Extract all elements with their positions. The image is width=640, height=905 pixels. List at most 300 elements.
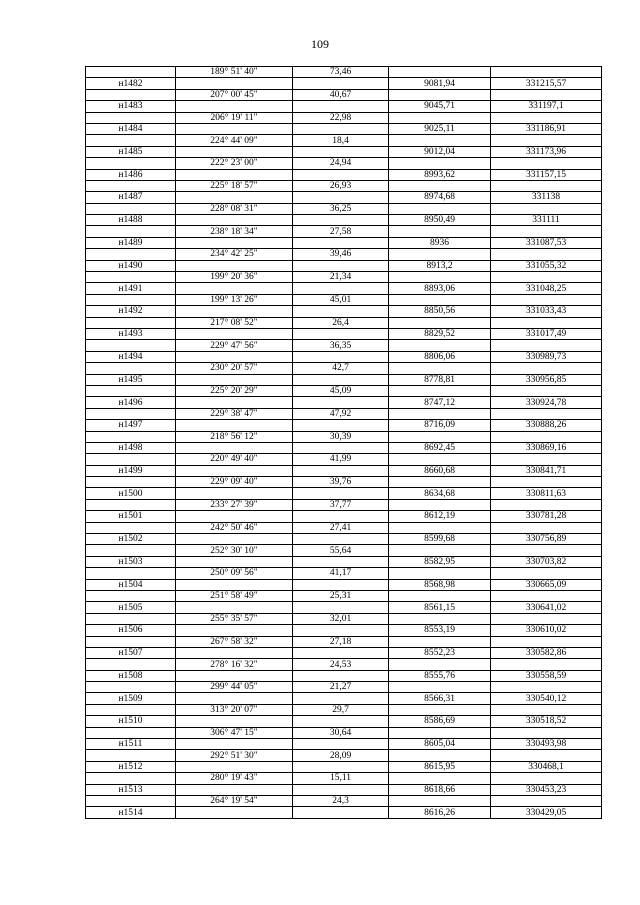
distance-cell — [293, 101, 389, 112]
x-coordinate-cell — [389, 112, 491, 123]
distance-cell — [293, 123, 389, 134]
angle-cell: 313° 20' 07" — [176, 704, 293, 715]
distance-cell — [293, 647, 389, 658]
x-coordinate-cell: 8561,15 — [389, 602, 491, 613]
x-coordinate-cell — [389, 750, 491, 761]
distance-cell — [293, 602, 389, 613]
point-row — [86, 511, 602, 522]
distance-cell: 36,35 — [293, 340, 389, 351]
segment-row — [86, 704, 602, 715]
x-coordinate-cell — [389, 67, 491, 78]
y-coordinate-cell — [491, 340, 602, 351]
angle-cell — [176, 488, 293, 499]
segment-row — [86, 112, 602, 123]
y-coordinate-cell — [491, 568, 602, 579]
segment-row — [86, 272, 602, 283]
y-coordinate-cell: 330841,71 — [491, 465, 602, 476]
distance-cell: 26,93 — [293, 180, 389, 191]
distance-cell: 41,17 — [293, 568, 389, 579]
y-coordinate-cell — [491, 590, 602, 601]
y-coordinate-cell — [491, 89, 602, 100]
x-coordinate-cell: 8806,06 — [389, 351, 491, 362]
angle-cell — [176, 78, 293, 89]
x-coordinate-cell — [389, 545, 491, 556]
distance-cell: 42,7 — [293, 363, 389, 374]
angle-cell — [176, 534, 293, 545]
x-coordinate-cell — [389, 477, 491, 488]
point-cell: н1499 — [86, 465, 176, 476]
angle-cell: 251° 58' 49" — [176, 590, 293, 601]
point-cell — [86, 408, 176, 419]
point-cell: н1514 — [86, 807, 176, 818]
segment-row — [86, 363, 602, 374]
x-coordinate-cell — [389, 272, 491, 283]
point-row — [86, 579, 602, 590]
x-coordinate-cell: 8716,09 — [389, 420, 491, 431]
y-coordinate-cell — [491, 659, 602, 670]
distance-cell: 39,46 — [293, 249, 389, 260]
segment-row — [86, 659, 602, 670]
angle-cell — [176, 716, 293, 727]
y-coordinate-cell: 331033,43 — [491, 306, 602, 317]
angle-cell: 252° 30' 10" — [176, 545, 293, 556]
x-coordinate-cell: 8850,56 — [389, 306, 491, 317]
point-cell — [86, 203, 176, 214]
point-cell: н1500 — [86, 488, 176, 499]
angle-cell — [176, 739, 293, 750]
angle-cell: 242° 50' 46" — [176, 522, 293, 533]
point-cell — [86, 135, 176, 146]
point-cell: н1511 — [86, 739, 176, 750]
point-cell — [86, 385, 176, 396]
point-cell — [86, 340, 176, 351]
point-cell — [86, 249, 176, 260]
point-cell: н1496 — [86, 397, 176, 408]
y-coordinate-cell: 331087,53 — [491, 237, 602, 248]
y-coordinate-cell: 330453,23 — [491, 784, 602, 795]
point-cell — [86, 317, 176, 328]
angle-cell: 299° 44' 05" — [176, 682, 293, 693]
y-coordinate-cell: 330558,59 — [491, 670, 602, 681]
segment-row — [86, 431, 602, 442]
distance-cell — [293, 78, 389, 89]
x-coordinate-cell — [389, 727, 491, 738]
y-coordinate-cell — [491, 180, 602, 191]
y-coordinate-cell — [491, 773, 602, 784]
point-cell — [86, 454, 176, 465]
y-coordinate-cell: 330493,98 — [491, 739, 602, 750]
point-row — [86, 784, 602, 795]
point-cell: н1497 — [86, 420, 176, 431]
angle-cell: 228° 08' 31" — [176, 203, 293, 214]
distance-cell — [293, 465, 389, 476]
angle-cell — [176, 123, 293, 134]
x-coordinate-cell — [389, 408, 491, 419]
distance-cell: 21,27 — [293, 682, 389, 693]
distance-cell: 37,77 — [293, 499, 389, 510]
y-coordinate-cell — [491, 613, 602, 624]
x-coordinate-cell — [389, 249, 491, 260]
y-coordinate-cell: 331186,91 — [491, 123, 602, 134]
point-cell: н1492 — [86, 306, 176, 317]
angle-cell: 280° 19' 43" — [176, 773, 293, 784]
y-coordinate-cell — [491, 272, 602, 283]
point-cell — [86, 272, 176, 283]
x-coordinate-cell: 8615,95 — [389, 761, 491, 772]
y-coordinate-cell — [491, 158, 602, 169]
angle-cell — [176, 306, 293, 317]
y-coordinate-cell — [491, 682, 602, 693]
x-coordinate-cell — [389, 180, 491, 191]
point-row — [86, 146, 602, 157]
segment-row — [86, 613, 602, 624]
y-coordinate-cell — [491, 454, 602, 465]
distance-cell — [293, 420, 389, 431]
segment-row — [86, 67, 602, 78]
point-row — [86, 260, 602, 271]
distance-cell: 21,34 — [293, 272, 389, 283]
distance-cell — [293, 351, 389, 362]
point-cell: н1506 — [86, 625, 176, 636]
x-coordinate-cell — [389, 773, 491, 784]
point-row — [86, 625, 602, 636]
x-coordinate-cell — [389, 613, 491, 624]
angle-cell — [176, 807, 293, 818]
distance-cell: 39,76 — [293, 477, 389, 488]
y-coordinate-cell: 330468,1 — [491, 761, 602, 772]
angle-cell: 234° 42' 25" — [176, 249, 293, 260]
distance-cell: 24,94 — [293, 158, 389, 169]
y-coordinate-cell: 331055,32 — [491, 260, 602, 271]
distance-cell — [293, 556, 389, 567]
point-cell: н1488 — [86, 215, 176, 226]
x-coordinate-cell: 8747,12 — [389, 397, 491, 408]
point-row — [86, 602, 602, 613]
point-cell — [86, 613, 176, 624]
y-coordinate-cell: 330956,85 — [491, 374, 602, 385]
point-row — [86, 351, 602, 362]
point-cell — [86, 796, 176, 807]
distance-cell — [293, 306, 389, 317]
point-cell: н1495 — [86, 374, 176, 385]
distance-cell — [293, 534, 389, 545]
y-coordinate-cell — [491, 545, 602, 556]
angle-cell — [176, 511, 293, 522]
segment-row — [86, 408, 602, 419]
x-coordinate-cell: 8893,06 — [389, 283, 491, 294]
y-coordinate-cell — [491, 499, 602, 510]
angle-cell: 222° 23' 00" — [176, 158, 293, 169]
x-coordinate-cell — [389, 385, 491, 396]
point-cell: н1505 — [86, 602, 176, 613]
distance-cell: 36,25 — [293, 203, 389, 214]
point-cell — [86, 522, 176, 533]
point-cell — [86, 773, 176, 784]
angle-cell — [176, 647, 293, 658]
point-cell: н1502 — [86, 534, 176, 545]
point-cell — [86, 568, 176, 579]
distance-cell: 24,53 — [293, 659, 389, 670]
point-row — [86, 215, 602, 226]
x-coordinate-cell: 8660,68 — [389, 465, 491, 476]
x-coordinate-cell: 8829,52 — [389, 328, 491, 339]
angle-cell: 224° 44' 09" — [176, 135, 293, 146]
distance-cell: 29,7 — [293, 704, 389, 715]
segment-row — [86, 340, 602, 351]
segment-row — [86, 203, 602, 214]
point-cell: н1494 — [86, 351, 176, 362]
x-coordinate-cell: 8568,98 — [389, 579, 491, 590]
y-coordinate-cell: 330869,16 — [491, 442, 602, 453]
segment-row — [86, 750, 602, 761]
x-coordinate-cell: 8974,68 — [389, 192, 491, 203]
angle-cell: 230° 20' 57" — [176, 363, 293, 374]
y-coordinate-cell: 330665,09 — [491, 579, 602, 590]
point-cell: н1512 — [86, 761, 176, 772]
x-coordinate-cell: 8555,76 — [389, 670, 491, 681]
point-cell — [86, 499, 176, 510]
y-coordinate-cell — [491, 363, 602, 374]
distance-cell: 41,99 — [293, 454, 389, 465]
distance-cell: 24,3 — [293, 796, 389, 807]
point-row — [86, 78, 602, 89]
x-coordinate-cell: 8552,23 — [389, 647, 491, 658]
point-row — [86, 237, 602, 248]
distance-cell — [293, 397, 389, 408]
angle-cell: 267° 58' 32" — [176, 636, 293, 647]
y-coordinate-cell: 331048,25 — [491, 283, 602, 294]
angle-cell — [176, 693, 293, 704]
y-coordinate-cell — [491, 704, 602, 715]
point-row — [86, 306, 602, 317]
angle-cell — [176, 556, 293, 567]
x-coordinate-cell — [389, 431, 491, 442]
angle-cell — [176, 761, 293, 772]
distance-cell: 30,64 — [293, 727, 389, 738]
y-coordinate-cell — [491, 67, 602, 78]
point-row — [86, 328, 602, 339]
angle-cell: 207° 00' 45" — [176, 89, 293, 100]
y-coordinate-cell: 330781,28 — [491, 511, 602, 522]
angle-cell: 255° 35' 57" — [176, 613, 293, 624]
segment-row — [86, 317, 602, 328]
y-coordinate-cell: 330703,82 — [491, 556, 602, 567]
distance-cell — [293, 215, 389, 226]
angle-cell — [176, 420, 293, 431]
x-coordinate-cell: 8612,19 — [389, 511, 491, 522]
x-coordinate-cell: 8692,45 — [389, 442, 491, 453]
y-coordinate-cell — [491, 112, 602, 123]
segment-row — [86, 522, 602, 533]
y-coordinate-cell: 330610,02 — [491, 625, 602, 636]
angle-cell — [176, 101, 293, 112]
y-coordinate-cell: 331017,49 — [491, 328, 602, 339]
x-coordinate-cell: 8618,66 — [389, 784, 491, 795]
x-coordinate-cell — [389, 203, 491, 214]
y-coordinate-cell: 330811,63 — [491, 488, 602, 499]
page-number: 109 — [311, 37, 329, 51]
distance-cell — [293, 625, 389, 636]
distance-cell: 32,01 — [293, 613, 389, 624]
point-cell — [86, 431, 176, 442]
point-cell: н1486 — [86, 169, 176, 180]
point-cell: н1490 — [86, 260, 176, 271]
x-coordinate-cell: 8634,68 — [389, 488, 491, 499]
y-coordinate-cell — [491, 636, 602, 647]
x-coordinate-cell — [389, 158, 491, 169]
segment-row — [86, 499, 602, 510]
distance-cell: 25,31 — [293, 590, 389, 601]
x-coordinate-cell: 9081,94 — [389, 78, 491, 89]
x-coordinate-cell — [389, 682, 491, 693]
angle-cell — [176, 625, 293, 636]
segment-row — [86, 682, 602, 693]
point-row — [86, 101, 602, 112]
distance-cell — [293, 488, 389, 499]
x-coordinate-cell — [389, 363, 491, 374]
x-coordinate-cell: 8936 — [389, 237, 491, 248]
point-row — [86, 442, 602, 453]
x-coordinate-cell: 8599,68 — [389, 534, 491, 545]
segment-row — [86, 226, 602, 237]
distance-cell — [293, 739, 389, 750]
point-cell — [86, 682, 176, 693]
x-coordinate-cell: 8566,31 — [389, 693, 491, 704]
y-coordinate-cell — [491, 796, 602, 807]
angle-cell — [176, 237, 293, 248]
distance-cell: 18,4 — [293, 135, 389, 146]
y-coordinate-cell: 331138 — [491, 192, 602, 203]
distance-cell — [293, 374, 389, 385]
point-row — [86, 739, 602, 750]
segment-row — [86, 89, 602, 100]
point-cell: н1501 — [86, 511, 176, 522]
point-row — [86, 420, 602, 431]
point-cell: н1508 — [86, 670, 176, 681]
distance-cell: 55,64 — [293, 545, 389, 556]
angle-cell: 233° 27' 39" — [176, 499, 293, 510]
point-cell: н1503 — [86, 556, 176, 567]
distance-cell — [293, 169, 389, 180]
segment-row — [86, 727, 602, 738]
x-coordinate-cell — [389, 590, 491, 601]
point-cell: н1491 — [86, 283, 176, 294]
distance-cell: 47,92 — [293, 408, 389, 419]
x-coordinate-cell: 8913,2 — [389, 260, 491, 271]
angle-cell: 199° 13' 26" — [176, 294, 293, 305]
coordinates-table-body — [86, 67, 602, 819]
y-coordinate-cell — [491, 249, 602, 260]
x-coordinate-cell: 8993,62 — [389, 169, 491, 180]
distance-cell — [293, 716, 389, 727]
distance-cell: 45,09 — [293, 385, 389, 396]
point-row — [86, 283, 602, 294]
y-coordinate-cell: 330540,12 — [491, 693, 602, 704]
angle-cell — [176, 670, 293, 681]
distance-cell: 27,18 — [293, 636, 389, 647]
segment-row — [86, 135, 602, 146]
y-coordinate-cell — [491, 408, 602, 419]
point-row — [86, 716, 602, 727]
angle-cell: 217° 08' 52" — [176, 317, 293, 328]
x-coordinate-cell — [389, 704, 491, 715]
segment-row — [86, 477, 602, 488]
y-coordinate-cell: 330518,52 — [491, 716, 602, 727]
x-coordinate-cell: 8950,49 — [389, 215, 491, 226]
point-cell: н1483 — [86, 101, 176, 112]
point-row — [86, 192, 602, 203]
segment-row — [86, 545, 602, 556]
angle-cell: 238° 18' 34" — [176, 226, 293, 237]
angle-cell: 220° 49' 40" — [176, 454, 293, 465]
point-cell: н1484 — [86, 123, 176, 134]
angle-cell: 225° 18' 57" — [176, 180, 293, 191]
distance-cell — [293, 511, 389, 522]
y-coordinate-cell — [491, 477, 602, 488]
x-coordinate-cell — [389, 522, 491, 533]
distance-cell — [293, 670, 389, 681]
distance-cell: 15,11 — [293, 773, 389, 784]
x-coordinate-cell: 9045,71 — [389, 101, 491, 112]
x-coordinate-cell: 9025,11 — [389, 123, 491, 134]
angle-cell: 306° 47' 15" — [176, 727, 293, 738]
distance-cell: 27,41 — [293, 522, 389, 533]
x-coordinate-cell: 9012,04 — [389, 146, 491, 157]
y-coordinate-cell: 330429,05 — [491, 807, 602, 818]
point-cell — [86, 590, 176, 601]
angle-cell: 292° 51' 30" — [176, 750, 293, 761]
point-cell: н1498 — [86, 442, 176, 453]
point-cell — [86, 750, 176, 761]
angle-cell: 229° 09' 40" — [176, 477, 293, 488]
x-coordinate-cell — [389, 796, 491, 807]
angle-cell — [176, 397, 293, 408]
y-coordinate-cell — [491, 317, 602, 328]
segment-row — [86, 636, 602, 647]
y-coordinate-cell: 330582,86 — [491, 647, 602, 658]
angle-cell: 199° 20' 36" — [176, 272, 293, 283]
point-row — [86, 488, 602, 499]
distance-cell — [293, 442, 389, 453]
y-coordinate-cell — [491, 431, 602, 442]
y-coordinate-cell — [491, 727, 602, 738]
point-row — [86, 534, 602, 545]
point-row — [86, 397, 602, 408]
angle-cell — [176, 579, 293, 590]
angle-cell: 278° 16' 32" — [176, 659, 293, 670]
point-cell — [86, 226, 176, 237]
y-coordinate-cell — [491, 226, 602, 237]
distance-cell — [293, 260, 389, 271]
y-coordinate-cell: 331197,1 — [491, 101, 602, 112]
point-cell — [86, 477, 176, 488]
distance-cell: 73,46 — [293, 67, 389, 78]
distance-cell: 30,39 — [293, 431, 389, 442]
point-cell: н1504 — [86, 579, 176, 590]
x-coordinate-cell: 8616,26 — [389, 807, 491, 818]
point-row — [86, 761, 602, 772]
point-cell — [86, 112, 176, 123]
angle-cell — [176, 260, 293, 271]
point-cell — [86, 727, 176, 738]
x-coordinate-cell — [389, 135, 491, 146]
distance-cell — [293, 237, 389, 248]
distance-cell — [293, 579, 389, 590]
point-cell: н1493 — [86, 328, 176, 339]
distance-cell: 27,58 — [293, 226, 389, 237]
distance-cell — [293, 784, 389, 795]
angle-cell: 189° 51' 40" — [176, 67, 293, 78]
